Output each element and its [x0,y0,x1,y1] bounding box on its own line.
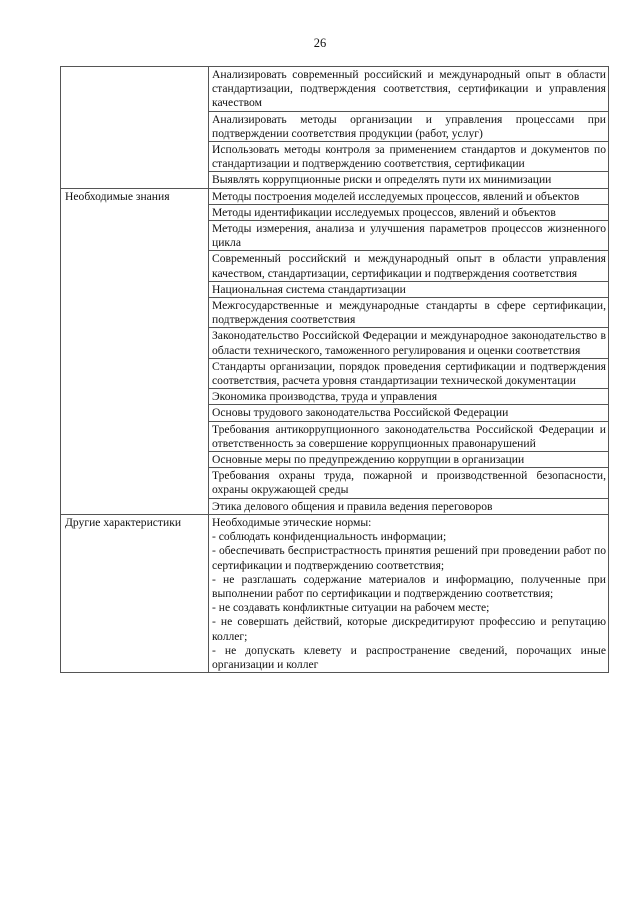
ethics-heading: Необходимые этические нормы: [212,515,372,529]
knowledge-item: Методы построения моделей исследуемых процессов, явлений и объектов [209,188,609,204]
ability-item: Анализировать методы организации и управления процессами при подтверждении соответствия продукции (работ, услуг) [209,111,609,141]
ethics-item: - не совершать действий, которые дискредитируют профессию и репутацию коллег; [212,615,606,643]
page-number: 26 [313,36,327,50]
knowledge-label: Необходимые знания [61,188,209,514]
knowledge-item: Методы измерения, анализа и улучшения параметров процессов жизненного цикла [209,221,609,251]
knowledge-item: Требования антикоррупционного законодательства Российской Федерации и ответственность за совершение коррупционных правонарушений [209,421,609,451]
ability-item: Выявлять коррупционные риски и определять пути их минимизации [209,172,609,188]
ethics-item: - не разглашать содержание материалов и информацию, полученные при выполнении работ по сертификации и подтверждению соответствия; [212,572,606,600]
knowledge-item: Этика делового общения и правила ведения переговоров [209,498,609,514]
abilities-label-cell [61,67,209,189]
ethics-item: - соблюдать конфиденциальность информации; [212,530,447,544]
knowledge-item: Национальная система стандартизации [209,281,609,297]
knowledge-item: Требования охраны труда, пожарной и производственной безопасности, охраны окружающей среды [209,468,609,498]
knowledge-item: Межгосударственные и международные стандарты в сфере сертификации, подтверждения соответствия [209,298,609,328]
table-row [61,188,609,204]
knowledge-item: Методы идентификации исследуемых процессов, явлений и объектов [209,204,609,220]
competency-table [60,66,609,673]
ethics-item: - обеспечивать беспристрастность принятия решений при проведении работ по сертификации и подтверждению соответствия; [212,544,606,572]
table-row [61,514,609,672]
table-row [61,67,609,112]
knowledge-item: Основные меры по предупреждению коррупции в организации [209,452,609,468]
knowledge-item: Законодательство Российской Федерации и международное законодательство в области технического, таможенного регулирования и оценки соответствия [209,328,609,358]
other-label: Другие характеристики [61,514,209,672]
ethics-item: - не допускать клевету и распространение сведений, порочащих иные организации и коллег [212,643,606,671]
knowledge-item: Экономика производства, труда и управления [209,389,609,405]
ability-item: Использовать методы контроля за применением стандартов и документов по стандартизации и подтверждению соответствия, сертификации [209,142,609,172]
knowledge-item: Основы трудового законодательства Российской Федерации [209,405,609,421]
knowledge-item: Стандарты организации, порядок проведения сертификации и подтверждения соответствия, расчета уровня стандартизации технической документации [209,358,609,388]
other-characteristics-cell [209,514,609,672]
ability-item: Анализировать современный российский и международный опыт в области стандартизации, подтверждения соответствия, сертификации и управления качеством [209,67,609,112]
ethics-item: - не создавать конфликтные ситуации на рабочем месте; [212,601,490,615]
knowledge-item: Современный российский и международный опыт в области управления качеством, стандартизации, сертификации и подтверждения соответствия [209,251,609,281]
